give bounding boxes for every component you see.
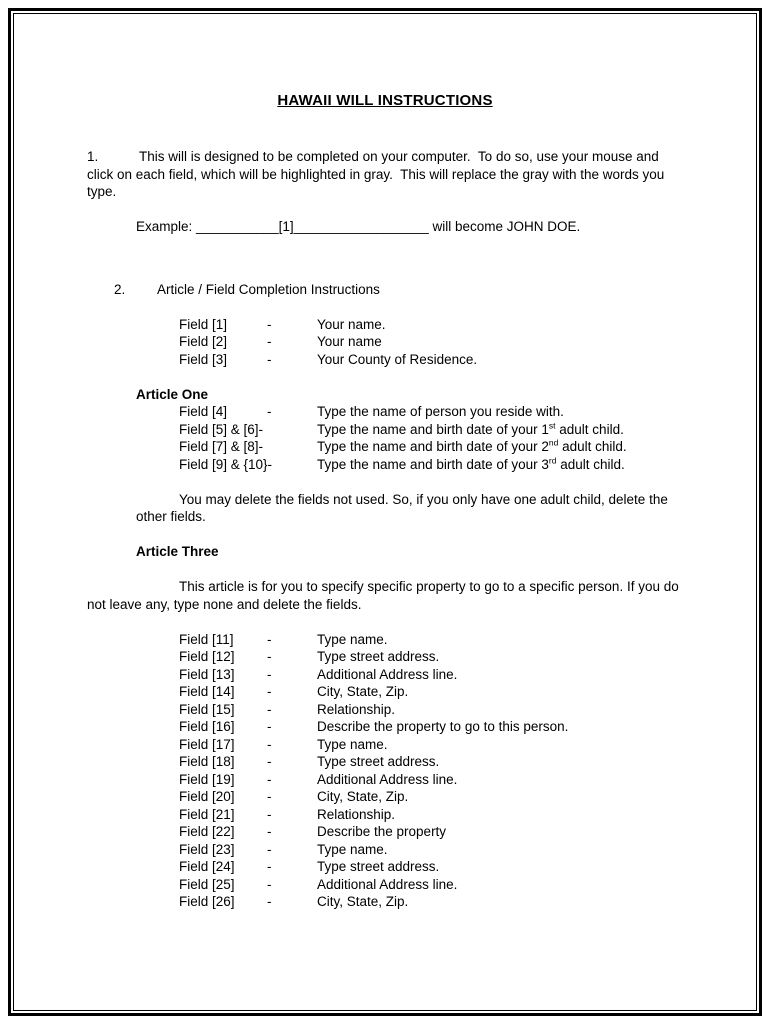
ordinal-superscript: rd: [548, 455, 557, 465]
field-row: [179, 771, 683, 789]
field-row: [179, 648, 683, 666]
field-dash: -: [267, 631, 272, 647]
article-one-note: You may delete the fields not used. So, if you only have one adult child, delete the other fields.: [136, 491, 672, 524]
intro-paragraph: [87, 148, 683, 201]
field-desc: Type name.: [317, 841, 388, 857]
field-label: Field [5] & [6]-: [179, 421, 264, 437]
field-label: Field [2]: [179, 334, 228, 349]
field-label: Field [13]: [179, 666, 235, 682]
section-2-heading: [87, 281, 683, 299]
field-row: [179, 893, 683, 911]
field-desc: Type the name and birth date of your 2nd adult child.: [317, 437, 627, 454]
field-desc: Type the name and birth date of your 3rd adult child.: [317, 455, 625, 472]
field-label: Field [3]: [179, 351, 228, 367]
field-dash: -: [267, 754, 272, 769]
field-row: [179, 823, 683, 841]
field-dash: [267, 438, 317, 456]
field-label: Field [1]: [179, 316, 228, 332]
field-dash: [267, 421, 317, 439]
field-desc: Type the name and birth date of your 1st adult child.: [317, 420, 624, 437]
field-desc: Additional Address line.: [317, 876, 458, 892]
field-label: Field [4]: [179, 404, 228, 419]
field-label: Field [9] & {10}-: [179, 456, 273, 472]
field-desc: Relationship.: [317, 806, 396, 822]
section-2-heading-text: Article / Field Completion Instructions: [157, 281, 380, 297]
field-label: Field [24]: [179, 859, 235, 874]
general-fields-table: [87, 316, 683, 369]
field-row: [179, 421, 683, 439]
field-row: [179, 806, 683, 824]
field-label: Field [17]: [179, 736, 235, 752]
field-dash: -: [267, 701, 272, 717]
field-dash: -: [267, 841, 272, 857]
field-row: [179, 456, 683, 474]
field-dash: -: [267, 334, 272, 349]
list-number-2: 2.: [114, 281, 126, 297]
field-label: Field [12]: [179, 649, 235, 664]
field-label: Field [26]: [179, 894, 235, 909]
field-label: Field [19]: [179, 771, 235, 787]
field-desc: Additional Address line.: [317, 771, 458, 787]
field-desc: City, State, Zip.: [317, 684, 409, 699]
field-desc: Type the name of person you reside with.: [317, 404, 564, 419]
field-desc: Your name: [317, 334, 382, 349]
field-row: [179, 316, 683, 334]
field-label: Field [21]: [179, 806, 235, 822]
field-row: [179, 631, 683, 649]
field-label: Field [16]: [179, 719, 235, 734]
article-three-fields-table: [87, 631, 683, 911]
field-dash: -: [267, 894, 272, 909]
field-desc: Type street address.: [317, 649, 440, 664]
field-desc: Type name.: [317, 631, 388, 647]
field-desc: Describe the property: [317, 824, 447, 839]
field-dash: -: [267, 316, 272, 332]
article-one-heading: Article One: [136, 386, 209, 402]
field-dash: -: [267, 789, 272, 804]
field-row: [179, 333, 683, 351]
field-row: [179, 701, 683, 719]
article-one-fields-table: [87, 403, 683, 473]
field-row: [179, 683, 683, 701]
field-row: [179, 718, 683, 736]
field-row: [179, 351, 683, 369]
page-title: HAWAII WILL INSTRUCTIONS: [277, 92, 493, 109]
field-label: Field [25]: [179, 876, 235, 892]
field-row: [179, 403, 683, 421]
field-desc: Describe the property to go to this person.: [317, 719, 569, 734]
field-row: [179, 736, 683, 754]
field-row: [179, 438, 683, 456]
field-desc: Type street address.: [317, 754, 440, 769]
field-desc: City, State, Zip.: [317, 894, 409, 909]
article-three-heading: Article Three: [136, 544, 219, 559]
example-line: Example: ___________[1]__________________ will become JOHN DOE.: [136, 219, 581, 234]
field-label: Field [7] & [8]-: [179, 439, 264, 454]
field-dash: -: [267, 649, 272, 664]
article-three-intro: This article is for you to specify specific property to go to a specific person. If you do not leave any, type none and delete the fields.: [87, 579, 683, 612]
field-desc: City, State, Zip.: [317, 789, 409, 804]
field-label: Field [23]: [179, 841, 235, 857]
field-label: Field [11]: [179, 631, 234, 647]
field-desc: Relationship.: [317, 701, 396, 717]
page-border-outer: [8, 8, 762, 1016]
field-dash: -: [267, 859, 272, 874]
field-dash: -: [267, 736, 272, 752]
field-label: Field [22]: [179, 824, 235, 839]
field-dash: -: [267, 666, 272, 682]
field-label: Field [15]: [179, 701, 235, 717]
field-row: [179, 841, 683, 859]
field-desc: Type name.: [317, 736, 388, 752]
field-dash: -: [267, 806, 272, 822]
field-dash: [267, 456, 317, 474]
field-dash: -: [267, 824, 272, 839]
field-dash: -: [267, 719, 272, 734]
field-row: [179, 876, 683, 894]
field-row: [179, 858, 683, 876]
field-dash: -: [267, 876, 272, 892]
field-row: [179, 666, 683, 684]
field-desc: Your County of Residence.: [317, 351, 478, 367]
ordinal-superscript: st: [548, 420, 556, 430]
field-row: [179, 753, 683, 771]
field-label: Field [20]: [179, 789, 235, 804]
field-desc: Your name.: [317, 316, 386, 332]
field-dash: -: [267, 351, 272, 367]
field-desc: Additional Address line.: [317, 666, 458, 682]
field-row: [179, 788, 683, 806]
field-label: Field [14]: [179, 684, 235, 699]
ordinal-superscript: nd: [548, 437, 559, 448]
document-content: [87, 92, 683, 911]
field-dash: -: [267, 684, 272, 699]
page-border-inner: [13, 13, 757, 1011]
field-dash: -: [267, 771, 272, 787]
field-label: Field [18]: [179, 754, 235, 769]
list-number-1: 1.: [87, 149, 99, 164]
intro-text: This will is designed to be completed on your computer. To do so, use your mouse and click on each field, which will be highlighted in gray. This will replace the gray with the words you type.: [87, 149, 669, 199]
field-dash: -: [267, 404, 272, 419]
field-desc: Type street address.: [317, 859, 440, 874]
